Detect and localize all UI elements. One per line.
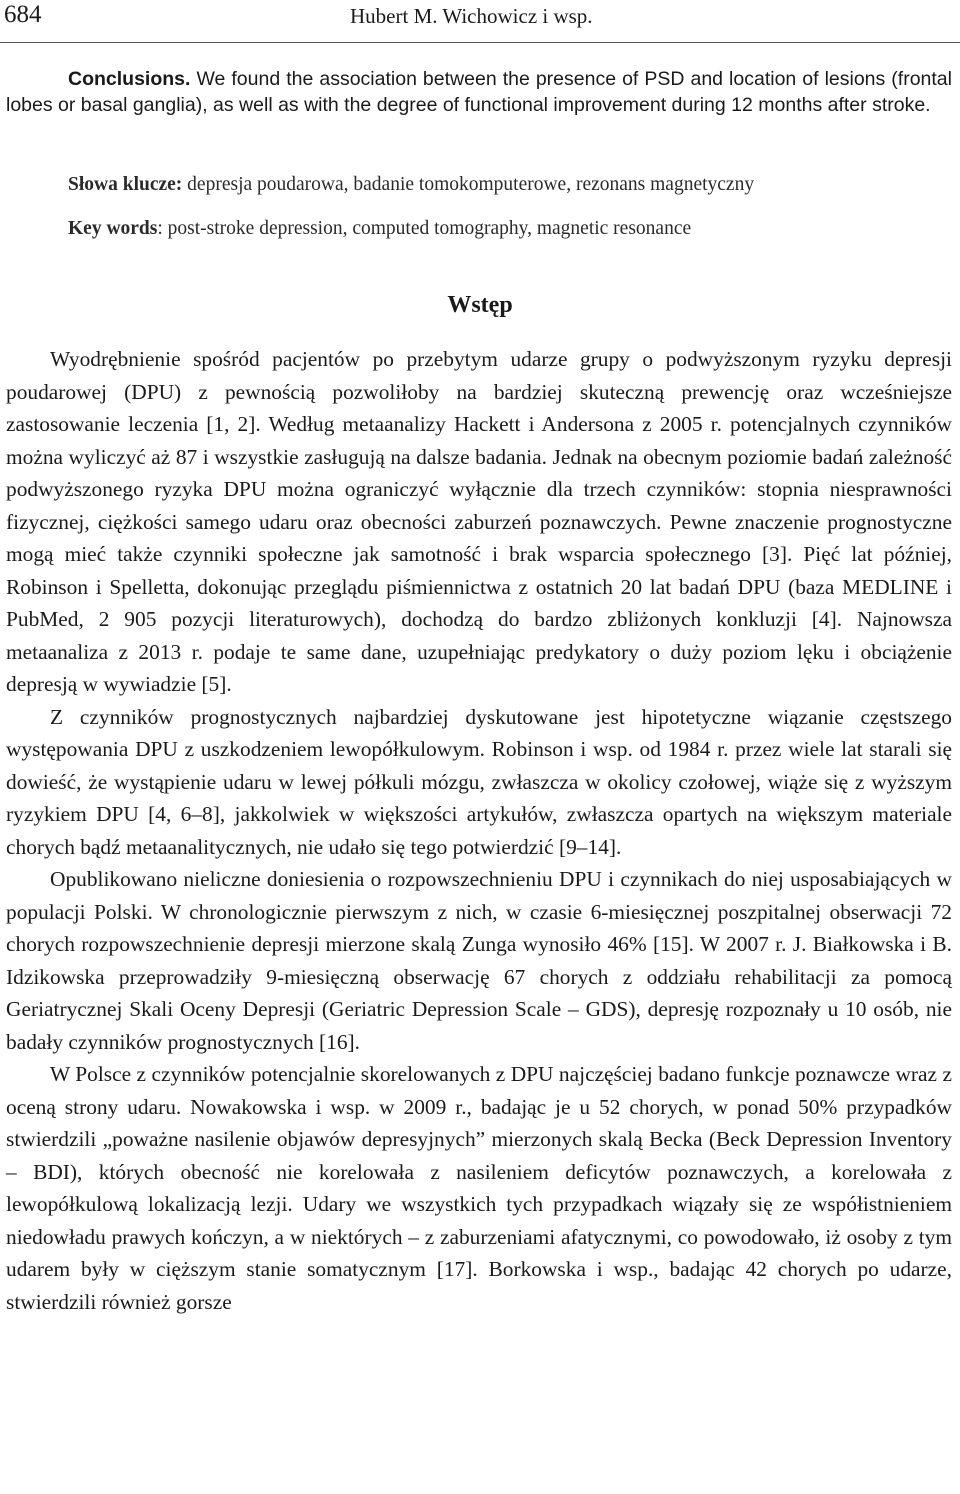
keywords-polish-label: Słowa klucze:	[68, 174, 183, 195]
keywords-polish-text: depresja poudarowa, badanie tomokomputerowe, rezonans magnetyczny	[187, 174, 755, 195]
running-title: Hubert M. Wichowicz i wsp.	[350, 4, 593, 28]
paragraph: W Polsce z czynników potencjalnie skorelowanych z DPU najczęściej badano funkcje poznawcze wraz z oceną strony udaru. Nowakowska i wsp. w 2009 r., badając je u 52 chorych, w ponad 50% przypadków stwierdzili „poważne nasilenie objawów depresyjnych” mierzonych skalą Becka (Beck Depression Inventory – BDI), których obecność nie korelowała z nasileniem deficytów poznawczych, a korelowała z lewopółkulową lokalizacją lezji. Udary we wszystkich tych przypadkach wiązały się ze współistnieniem niedowładu prawych kończyn, a w niektórych – z zaburzeniami afatycznymi, co powodowało, iż osoby z tym udarem były w cięższym stanie somatycznym [17]. Borkowska i wsp., badając 42 chorych po udarze, stwierdzili również gorsze	[6, 1062, 952, 1314]
keywords-english-text: : post-stroke depression, computed tomography, magnetic resonance	[157, 218, 692, 239]
conclusions-text: We found the association between the presence of PSD and location of lesions (frontal lobes or basal ganglia), as well as with the degree of functional improvement during 12 months after stroke.	[6, 68, 952, 116]
conclusions-label: Conclusions.	[68, 68, 191, 90]
paragraph: Wyodrębnienie spośród pacjentów po przebytym udarze grupy o podwyższonym ryzyku depresji poudarowej (DPU) z pewnością pozwoliłoby na bardziej skuteczną prewencję oraz wcześniejsze zastosowanie leczenia [1, 2]. Według metaanalizy Hackett i Andersona z 2005 r. potencjalnych czynników można wyliczyć aż 87 i wszystkie zasługują na dalsze badania. Jednak na obecnym poziomie badań zależność podwyższonego ryzyka DPU można ograniczyć wyłącznie dla trzech czynników: stopnia niesprawności fizycznej, ciężkości samego udaru oraz obecności zaburzeń poznawczych. Pewne znaczenie prognostyczne mogą mieć także czynniki społeczne jak samotność i brak wsparcia społecznego [3]. Pięć lat później, Robinson i Spelletta, dokonując przeglądu piśmiennictwa z ostatnich 20 lat badań DPU (baza MEDLINE i PubMed, 2 905 pozycji literaturowych), dochodzą do bardzo zbliżonych konkluzji [4]. Najnowsza metaanaliza z 2013 r. podaje te same dane, uzupełniając predykatory o duży poziom lęku i obciążenie depresją w wywiadzie [5].	[6, 347, 952, 696]
keywords-english-label: Key words	[68, 218, 158, 239]
body-text	[6, 343, 952, 1318]
keywords-english	[68, 216, 948, 242]
abstract-conclusions	[6, 66, 952, 118]
section-heading: Wstęp	[447, 292, 513, 318]
keywords-polish	[68, 172, 948, 198]
running-header	[0, 0, 960, 43]
paragraph: Opublikowano nieliczne doniesienia o rozpowszechnieniu DPU i czynnikach do niej usposabiających w populacji Polski. W chronologicznie pierwszym z nich, w czasie 6-miesięcznej poszpitalnej obserwacji 72 chorych rozpowszechnienie depresji mierzone skalą Zunga wynosiło 46% [15]. W 2007 r. J. Białkowska i B. Idzikowska przeprowadziły 9-miesięczną obserwację 67 chorych z oddziału rehabilitacji za pomocą Geriatrycznej Skali Oceny Depresji (Geriatric Depression Scale – GDS), depresję rozpoznały u 10 osób, nie badały czynników prognostycznych [16].	[6, 867, 952, 1054]
paragraph: Z czynników prognostycznych najbardziej dyskutowane jest hipotetyczne wiązanie częstszego występowania DPU z uszkodzeniem lewopółkulowym. Robinson i wsp. od 1984 r. przez wiele lat starali się dowieść, że wystąpienie udaru w lewej półkuli mózgu, zwłaszcza w okolicy czołowej, wiąże się z wyższym ryzykiem DPU [4, 6–8], jakkolwiek w większości artykułów, zwłaszcza opartych na większym materiale chorych bądź metaanalitycznych, nie udało się tego potwierdzić [9–14].	[6, 704, 952, 859]
page-number: 684	[4, 1, 42, 28]
